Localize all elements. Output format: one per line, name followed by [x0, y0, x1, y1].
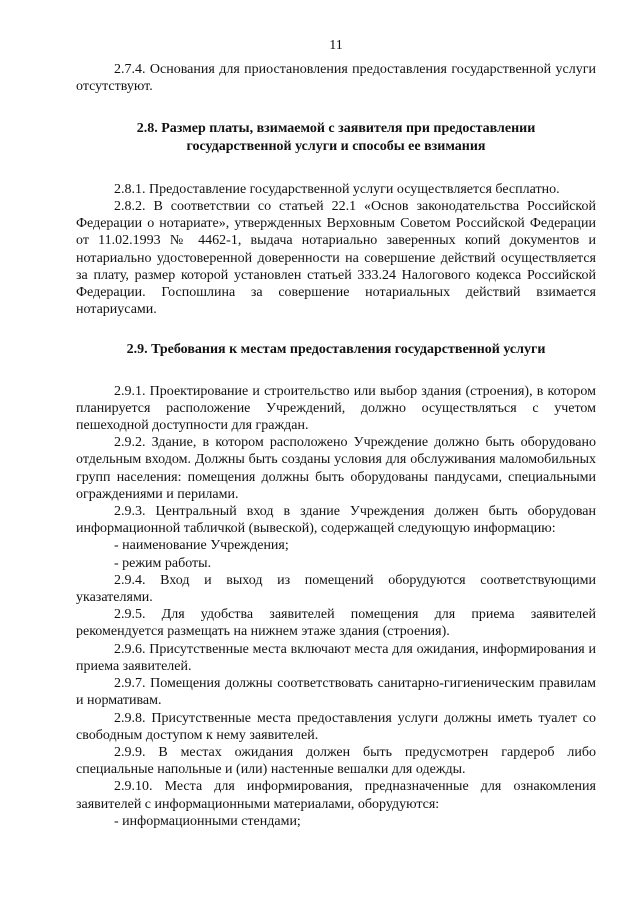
paragraph-2-9-2: 2.9.2. Здание, в котором расположено Учреждение должно быть оборудовано отдельным входом. Должны быть созданы условия для обслуживания маломобильных групп населения: помещения должны быть оборудованы пандусами, специальными ограждениями и перилами. — [76, 435, 596, 502]
paragraph-2-8-1: 2.8.1. Предоставление государственной услуги осуществляется бесплатно. — [114, 181, 560, 197]
document-body — [76, 61, 596, 830]
paragraph-2-7-4: 2.7.4. Основания для приостановления предоставления государственной услуги отсутствуют. — [76, 62, 596, 95]
paragraph-2-9-9: 2.9.9. В местах ожидания должен быть предусмотрен гардероб либо специальные напольные и (или) настенные вешалки для одежды. — [76, 744, 596, 778]
paragraph-2-8-2: 2.8.2. В соответствии со статьей 22.1 «Основ законодательства Российской Федерации о нотариате», утвержденных Верховным Советом Российской Федерации от 11.02.1993 № 4462-1, выдача нотариально заверенных копий документов и нотариально удостоверенной доверенности на совершение действий осуществляется за плату, размер которой установлен статьей 333.24 Налогового кодекса Российской Федерации. Госпошлина за совершение нотариальных действий взимается нотариусами. — [76, 199, 596, 318]
paragraph-2-9-5: 2.9.5. Для удобства заявителей помещения для приема заявителей рекомендуется размещать на нижнем этаже здания (строения). — [76, 607, 596, 640]
paragraph-2-9-8: 2.9.8. Присутственные места предоставления услуги должны иметь туалет со свободным доступом к нему заявителей. — [76, 710, 596, 743]
paragraph-2-9-10: 2.9.10. Места для информирования, предназначенные для ознакомления заявителей с информационными материалами, оборудуются: — [76, 779, 596, 812]
list-item-institution-name: - наименование Учреждения; — [114, 538, 289, 554]
section-2-8-heading-line-2: государственной услуги и способы ее взимания — [186, 138, 486, 154]
paragraph-2-9-1: 2.9.1. Проектирование и строительство или выбор здания (строения), в котором планируется расположение Учреждений, должно осуществляться с учетом пешеходной доступности для граждан. — [76, 383, 596, 434]
section-2-8-heading-line-1: 2.8. Размер платы, взимаемой с заявителя при предоставлении — [136, 121, 536, 137]
section-2-8-heading — [76, 120, 596, 154]
list-item-info-stands: - информационными стендами; — [114, 813, 301, 829]
document-page — [76, 0, 596, 905]
page-number: 11 — [329, 38, 343, 53]
list-item-working-hours: - режим работы. — [114, 555, 212, 571]
section-2-9-heading: 2.9. Требования к местам предоставления государственной услуги — [126, 342, 546, 358]
paragraph-2-9-6: 2.9.6. Присутственные места включают места для ожидания, информирования и приема заявителей. — [76, 641, 596, 674]
paragraph-2-9-3: 2.9.3. Центральный вход в здание Учреждения должен быть оборудован информационной табличкой (вывеской), содержащей следующую информацию: — [76, 504, 596, 537]
paragraph-2-9-7: 2.9.7. Помещения должны соответствовать санитарно-гигиеническим правилам и нормативам. — [76, 676, 596, 709]
paragraph-2-9-4: 2.9.4. Вход и выход из помещений оборудуются соответствующими указателями. — [76, 572, 596, 606]
